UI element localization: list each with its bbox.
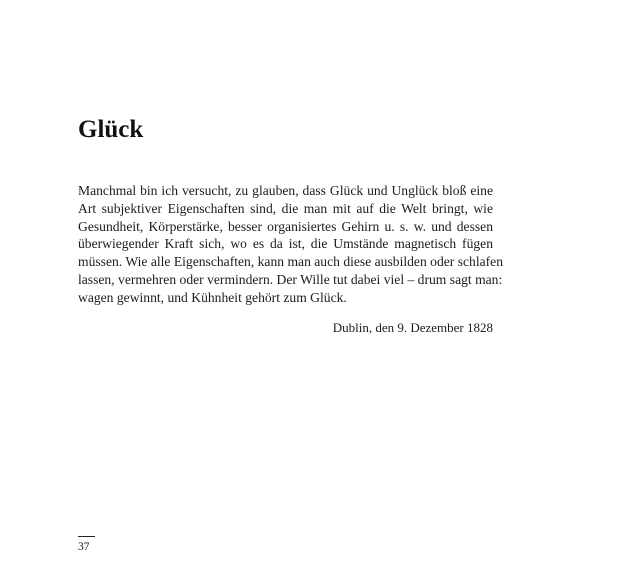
dateline: Dublin, den 9. Dezember 1828: [332, 320, 493, 335]
footer-rule: [78, 536, 95, 537]
page-number: 37: [78, 541, 90, 553]
page-title: Glück: [78, 116, 144, 143]
body-line: überwiegender Kraft sich, wo es da ist, die Umstände magnetisch fügen: [78, 236, 493, 252]
body-line: Manchmal bin ich versucht, zu glauben, dass Glück und Unglück bloß eine: [78, 183, 493, 198]
body-line: müssen. Wie alle Eigenschaften, kann man auch diese ausbilden oder schlafen: [78, 254, 503, 270]
body-line: wagen gewinnt, und Kühnheit gehört zum Glück.: [78, 289, 347, 305]
body-line: Art subjektiver Eigenschaften sind, die man mit auf die Welt bringt, wie: [78, 200, 493, 216]
body-line: lassen, vermehren oder vermindern. Der Wille tut dabei viel – drum sagt man:: [78, 271, 503, 287]
body-paragraph: [78, 182, 503, 307]
body-line: Gesundheit, Körperstärke, besser organisiertes Gehirn u. s. w. und dessen: [78, 218, 493, 234]
